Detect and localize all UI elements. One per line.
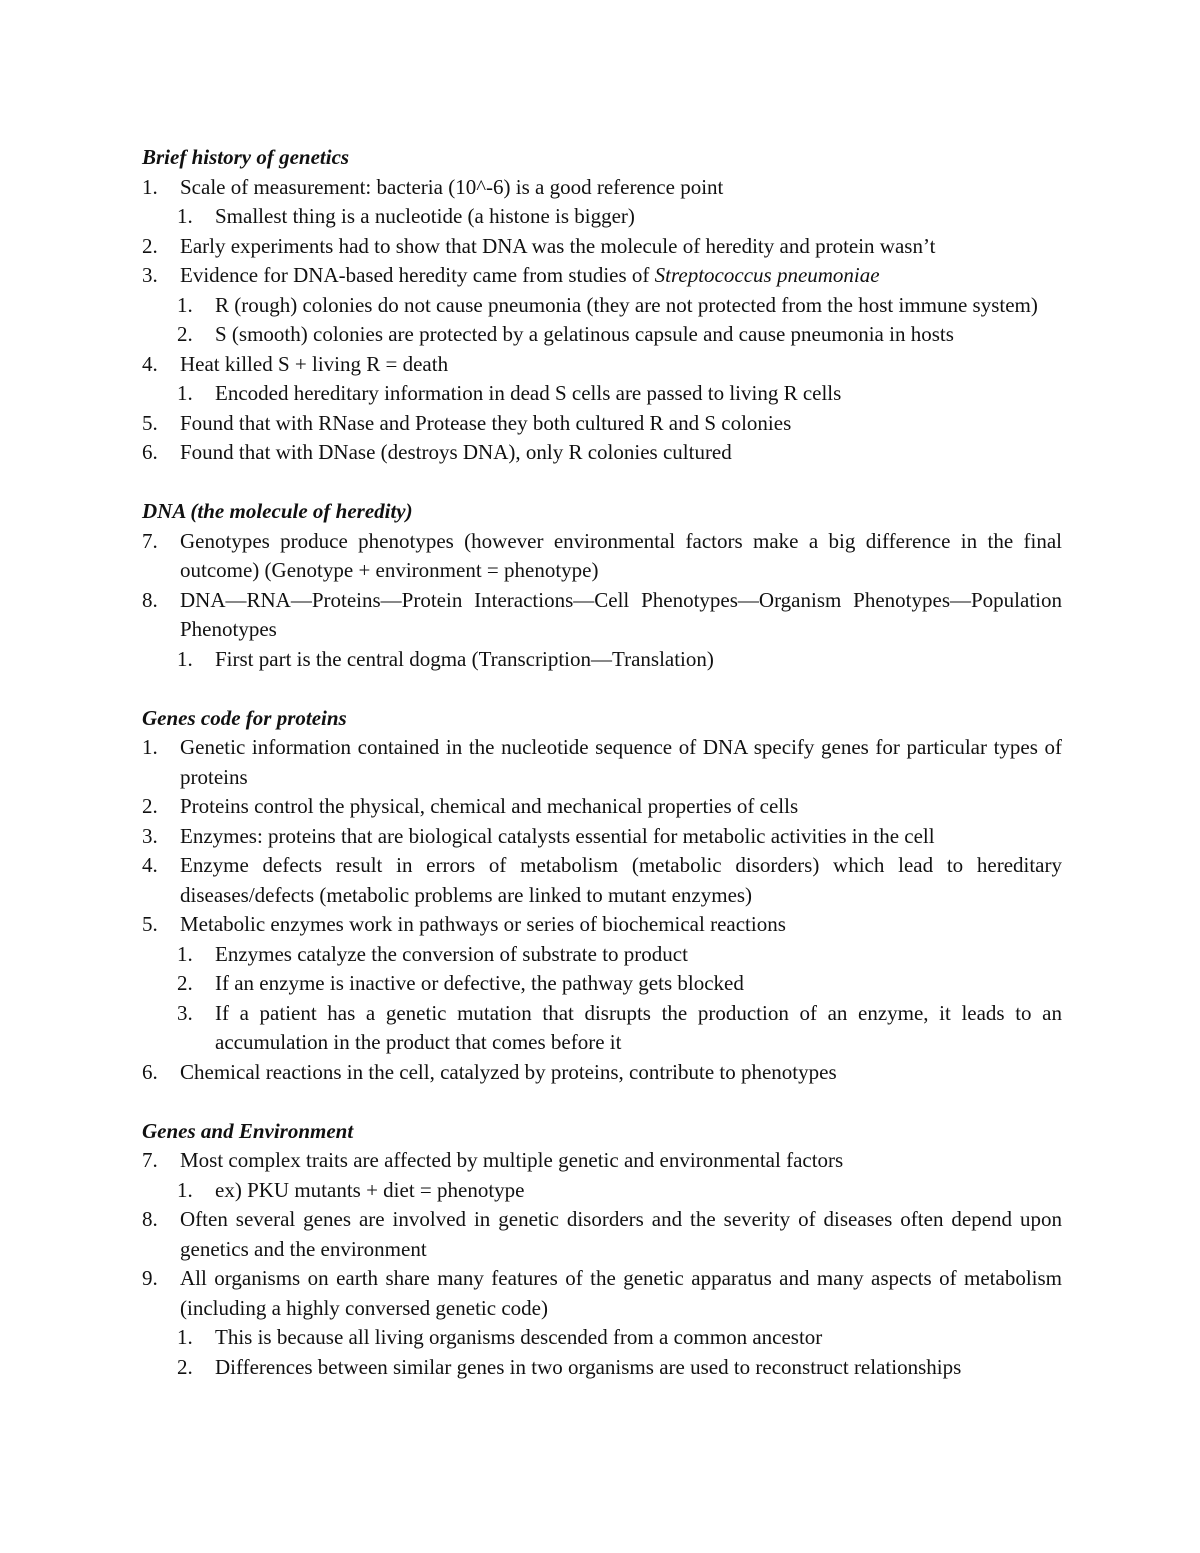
list-subitem <box>177 379 1062 409</box>
list-number: 1. <box>177 941 193 966</box>
list-subitem <box>177 320 1062 350</box>
list-text: Most complex traits are affected by multiple genetic and environmental factors <box>180 1148 844 1172</box>
list-number: 4. <box>142 853 158 877</box>
list-text: Enzyme defects result in errors of metabolism (metabolic disorders) which lead to hereditary diseases/defects (metabolic problems are linked to mutant enzymes) <box>180 853 1062 907</box>
list-text: If an enzyme is inactive or defective, the pathway gets blocked <box>215 971 744 995</box>
list-text: S (smooth) colonies are protected by a gelatinous capsule and cause pneumonia in hosts <box>215 322 954 346</box>
list-number: 2. <box>177 322 193 346</box>
list-text <box>180 263 880 287</box>
list-text: ex) PKU mutants + diet = phenotype <box>215 1177 525 1202</box>
list-subitem <box>177 645 1062 675</box>
list-item <box>142 792 1062 822</box>
list-text: Enzymes catalyze the conversion of substrate to product <box>215 941 688 966</box>
list-item <box>142 438 1062 468</box>
list-text: Heat killed S + living R = death <box>180 351 449 376</box>
section-heading: Genes code for proteins <box>142 705 347 730</box>
list-text: Proteins control the physical, chemical and mechanical properties of cells <box>180 794 799 818</box>
list-item <box>142 1264 1062 1323</box>
section-genes-environment <box>142 1117 1062 1383</box>
list-number: 2. <box>142 233 158 258</box>
list-subitem <box>177 291 1062 321</box>
list-text: First part is the central dogma (Transcription—Translation) <box>215 646 714 671</box>
section-heading: Genes and Environment <box>142 1118 354 1143</box>
list-text: Early experiments had to show that DNA was the molecule of heredity and protein wasn’t <box>180 233 936 258</box>
list-number: 1. <box>177 381 193 405</box>
document-body <box>142 143 1062 1382</box>
list-number: 2. <box>177 1354 193 1379</box>
list-text: R (rough) colonies do not cause pneumonia (they are not protected from the host immune system) <box>215 292 1038 317</box>
list-item <box>142 173 1062 203</box>
list-text: Found that with DNase (destroys DNA), only R colonies cultured <box>180 440 732 464</box>
species-name: Streptococcus pneumoniae <box>654 263 880 287</box>
list-item <box>142 1146 1062 1176</box>
list-text-plain: Evidence for DNA-based heredity came from studies of <box>180 263 655 287</box>
list-number: 7. <box>142 528 158 553</box>
list-number: 1. <box>177 1325 193 1349</box>
section-heading: Brief history of genetics <box>142 145 350 169</box>
list-number: 1. <box>177 292 193 317</box>
list-text: Genetic information contained in the nucleotide sequence of DNA specify genes for particular types of proteins <box>180 735 1062 789</box>
list-text: DNA—RNA—Proteins—Protein Interactions—Cell Phenotypes—Organism Phenotypes—Population Phenotypes <box>180 587 1062 641</box>
list-number: 5. <box>142 410 158 435</box>
list-number: 1. <box>177 646 193 671</box>
list-number: 3. <box>142 263 158 287</box>
list-number: 6. <box>142 440 158 464</box>
list-text: This is because all living organisms descended from a common ancestor <box>215 1325 823 1349</box>
list-item <box>142 822 1062 852</box>
section-genes-code-proteins <box>142 704 1062 1088</box>
list-text: Differences between similar genes in two organisms are used to reconstruct relationships <box>215 1354 962 1379</box>
list-text: Metabolic enzymes work in pathways or series of biochemical reactions <box>180 912 786 936</box>
list-item <box>142 733 1062 792</box>
list-number: 1. <box>177 1177 193 1202</box>
list-item <box>142 910 1062 940</box>
list-text: If a patient has a genetic mutation that disrupts the production of an enzyme, it leads to an accumulation in the product that comes before it <box>215 1000 1062 1054</box>
list-item <box>142 1205 1062 1264</box>
list-item <box>142 527 1062 586</box>
list-text: Chemical reactions in the cell, catalyzed by proteins, contribute to phenotypes <box>180 1059 837 1084</box>
list-subitem <box>177 1323 1062 1353</box>
list-text: Smallest thing is a nucleotide (a histone is bigger) <box>215 204 635 228</box>
section-dna-molecule <box>142 497 1062 674</box>
section-brief-history <box>142 143 1062 468</box>
list-number: 1. <box>142 735 158 759</box>
list-item <box>142 261 1062 291</box>
list-item <box>142 851 1062 910</box>
list-number: 3. <box>177 1000 193 1025</box>
list-item <box>142 232 1062 262</box>
list-number: 8. <box>142 1207 158 1231</box>
list-number: 3. <box>142 823 158 848</box>
list-text: All organisms on earth share many features of the genetic apparatus and many aspects of metabolism (including a highly conversed genetic code) <box>180 1266 1062 1320</box>
list-text: Found that with RNase and Protease they both cultured R and S colonies <box>180 410 792 435</box>
list-text: Genotypes produce phenotypes (however environmental factors make a big difference in the final outcome) (Genotype + environment = phenotype) <box>180 528 1062 582</box>
section-heading: DNA (the molecule of heredity) <box>142 499 413 523</box>
list-subitem <box>177 969 1062 999</box>
list-item <box>142 1058 1062 1088</box>
list-number: 8. <box>142 587 158 612</box>
list-number: 4. <box>142 351 158 376</box>
list-number: 5. <box>142 912 158 936</box>
list-text: Scale of measurement: bacteria (10^-6) is a good reference point <box>180 174 724 199</box>
list-item <box>142 350 1062 380</box>
list-text: Encoded hereditary information in dead S cells are passed to living R cells <box>215 381 842 405</box>
list-text: Enzymes: proteins that are biological catalysts essential for metabolic activities in the cell <box>180 823 935 848</box>
list-number: 2. <box>142 794 158 818</box>
list-subitem <box>177 999 1062 1058</box>
list-subitem <box>177 202 1062 232</box>
list-subitem <box>177 1176 1062 1206</box>
list-item <box>142 409 1062 439</box>
list-number: 1. <box>142 174 158 199</box>
list-subitem <box>177 940 1062 970</box>
list-subitem <box>177 1353 1062 1383</box>
list-text: Often several genes are involved in genetic disorders and the severity of diseases often depend upon genetics and the environment <box>180 1207 1062 1261</box>
list-number: 6. <box>142 1059 158 1084</box>
list-number: 1. <box>177 204 193 228</box>
list-item <box>142 586 1062 645</box>
list-number: 9. <box>142 1266 158 1290</box>
list-number: 2. <box>177 971 193 995</box>
list-number: 7. <box>142 1148 158 1172</box>
